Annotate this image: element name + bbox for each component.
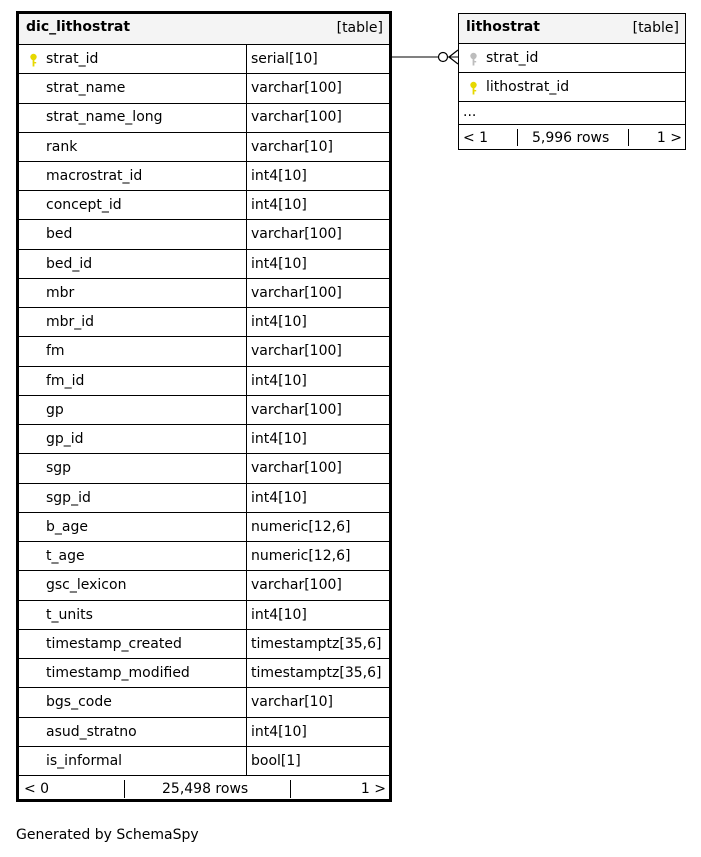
more-indicator: ... xyxy=(463,104,477,120)
column-type: numeric[12,6] xyxy=(251,548,351,565)
column-type: int4[10] xyxy=(251,197,307,214)
column-name: rank xyxy=(46,138,78,155)
column-type: int4[10] xyxy=(251,314,307,331)
column-name: gp_id xyxy=(46,431,84,448)
column-type: varchar[100] xyxy=(251,226,342,243)
column-type: varchar[100] xyxy=(251,577,342,594)
column-name: is_informal xyxy=(46,752,123,769)
column-name: bed_id xyxy=(46,255,93,272)
column-type: int4[10] xyxy=(251,723,307,740)
table-name: lithostrat xyxy=(466,19,540,35)
column-name: t_age xyxy=(46,548,85,565)
footer-left: < 0 xyxy=(24,781,50,797)
footer-left: < 1 xyxy=(463,130,489,146)
column-type: int4[10] xyxy=(251,255,307,272)
table-kind: [table] xyxy=(632,20,679,36)
column-name: strat_id xyxy=(486,50,539,66)
column-name: t_units xyxy=(46,606,93,623)
column-name: fm_id xyxy=(46,372,85,389)
table-name: dic_lithostrat xyxy=(26,19,131,35)
column-name: mbr_id xyxy=(46,314,95,331)
column-name: sgp_id xyxy=(46,489,91,506)
column-type: varchar[100] xyxy=(251,284,342,301)
column-name: timestamp_modified xyxy=(46,665,190,682)
footer-right: 1 > xyxy=(360,781,386,797)
footer-row-count: 25,498 rows xyxy=(162,781,249,797)
column-type: int4[10] xyxy=(251,606,307,623)
column-type: varchar[100] xyxy=(251,80,342,97)
footer-row-count: 5,996 rows xyxy=(532,130,610,146)
column-name: strat_name_long xyxy=(46,109,163,126)
column-name: gsc_lexicon xyxy=(46,577,127,594)
column-type: bool[1] xyxy=(251,752,301,769)
crowfoot-icon xyxy=(449,50,458,57)
column-name: bgs_code xyxy=(46,694,112,711)
column-type: serial[10] xyxy=(251,51,318,67)
column-type: int4[10] xyxy=(251,372,307,389)
column-type: int4[10] xyxy=(251,431,307,448)
column-type: int4[10] xyxy=(251,167,307,184)
column-type: varchar[100] xyxy=(251,401,342,418)
column-type: varchar[100] xyxy=(251,109,342,126)
generated-by-label: Generated by SchemaSpy xyxy=(16,827,199,843)
column-type: int4[10] xyxy=(251,489,307,506)
column-name: mbr xyxy=(46,284,75,301)
column-type: timestamptz[35,6] xyxy=(251,635,382,652)
column-name: bed xyxy=(46,226,73,243)
table-kind: [table] xyxy=(336,20,383,36)
column-name: strat_name xyxy=(46,80,126,97)
column-name: gp xyxy=(46,401,64,418)
optional-circle-icon xyxy=(439,53,448,62)
column-name: asud_stratno xyxy=(46,723,137,740)
column-type: varchar[10] xyxy=(251,138,333,155)
footer-right: 1 > xyxy=(656,130,682,146)
column-name: macrostrat_id xyxy=(46,167,143,184)
column-type: varchar[100] xyxy=(251,460,342,477)
column-type: varchar[10] xyxy=(251,694,333,711)
column-type: varchar[100] xyxy=(251,343,342,360)
column-name: lithostrat_id xyxy=(486,79,570,95)
column-name: concept_id xyxy=(46,197,122,214)
column-name: timestamp_created xyxy=(46,635,182,652)
column-name: fm xyxy=(46,343,65,360)
column-type: numeric[12,6] xyxy=(251,518,351,535)
column-type: timestamptz[35,6] xyxy=(251,665,382,682)
column-name: b_age xyxy=(46,518,88,535)
column-name: sgp xyxy=(46,460,72,477)
column-name: strat_id xyxy=(46,51,99,67)
